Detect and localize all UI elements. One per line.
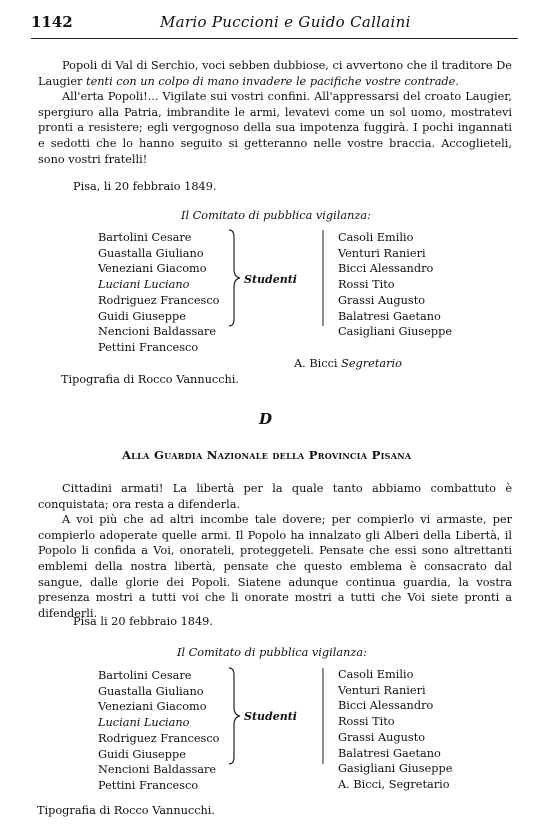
name-item: Casoli Emilio: [338, 668, 414, 681]
name-item: Guidi Giuseppe: [98, 747, 186, 761]
secretary-line-1: [294, 357, 402, 370]
proclamation-2-paragraph-1: Cittadini armati! La libertà per la quale tanto abbiamo combattuto è conquistata; ora resta a difenderla.: [38, 482, 512, 511]
name-item: Pettini Francesco: [98, 340, 199, 354]
name-item: Guastalla Giuliano: [98, 246, 204, 260]
name-item: Rodriguez Francesco: [98, 293, 220, 307]
name-item: Veneziani Giacomo: [98, 262, 207, 276]
secretary-line-2: A. Bicci, Segretario: [338, 777, 450, 791]
name-item: Grassi Augusto: [338, 293, 426, 307]
studenti-label-2: Studenti: [244, 710, 297, 723]
proclamation-1-body: [38, 58, 512, 167]
name-item: Venturi Ranieri: [338, 246, 426, 260]
name-item: Bartolini Cesare: [98, 669, 192, 682]
printer-1: Tipografia di Rocco Vannucchi.: [61, 373, 240, 386]
brace-right-2: [322, 667, 332, 765]
name-item: Luciani Luciano: [98, 278, 190, 292]
name-item: Guidi Giuseppe: [98, 309, 186, 323]
proclamation-1-paragraph-2: All'erta Popoli!... Vigilate sui vostri confini. All'appressarsi del croato Laugier, spergiuro alla Patria, imbrandite le armi, levatevi come un sol uomo, mostratevi pronti a resistere; egli vergognoso della sua impotenza fuggirà. I pochi ingannati e sedotti che lo hanno seguito si getteranno nelle vostre braccia. Accoglieteli, sono vostri fratelli!: [38, 90, 512, 166]
name-item: Pettini Francesco: [98, 778, 199, 792]
names-left-2: [98, 668, 219, 794]
name-item: Veneziani Giacomo: [98, 700, 207, 714]
printer-2: Tipografia di Rocco Vannucchi.: [37, 804, 216, 817]
page-number: 1142: [31, 13, 73, 31]
name-item: Guastalla Giuliano: [98, 684, 204, 698]
section-heading: Alla Guardia Nazionale della Provincia Pisana: [122, 448, 412, 462]
header-rule: [31, 38, 518, 39]
brace-right-1: [322, 229, 332, 327]
proclamation-2-body: [38, 481, 512, 621]
secretary-title: Segretario: [341, 357, 402, 370]
name-item: Bicci Alessandro: [338, 262, 434, 276]
name-item: Balatresi Gaetano: [338, 309, 441, 323]
name-item: Gasigliani Giuseppe: [338, 762, 453, 776]
name-item: Grassi Augusto: [338, 730, 426, 744]
name-item: Rodriguez Francesco: [98, 731, 220, 745]
name-item: Casoli Emilio: [338, 231, 414, 244]
dateline-2: Pisa li 20 febbraio 1849.: [73, 615, 213, 628]
name-item: Venturi Ranieri: [338, 683, 426, 697]
name-item: Rossi Tito: [338, 715, 395, 729]
name-item: Luciani Luciano: [98, 716, 190, 730]
running-title: Mario Puccioni e Guido Callaini: [160, 13, 411, 31]
name-item: Rossi Tito: [338, 278, 395, 292]
brace-left-1: [228, 229, 242, 327]
proclamation-1-paragraph-1: Popoli di Val di Serchio, voci sebben dubbiose, ci avvertono che il traditore De Laugier tenti con un colpo di mano invadere le pacifiche vostre contrade.: [38, 59, 512, 88]
secretary-name: A. Bicci: [294, 357, 338, 370]
name-item: Bartolini Cesare: [98, 231, 192, 244]
committee-heading-1: Il Comitato di pubblica vigilanza:: [181, 209, 371, 222]
names-right-1: [338, 230, 452, 340]
name-item: Nencioni Baldassare: [98, 763, 217, 777]
dateline-1: Pisa, li 20 febbraio 1849.: [73, 180, 217, 193]
name-item: Balatresi Gaetano: [338, 746, 441, 760]
name-item: Nencioni Baldassare: [98, 325, 217, 339]
committee-heading-2: Il Comitato di pubblica vigilanza:: [177, 646, 367, 659]
name-item: Casigliani Giuseppe: [338, 325, 453, 339]
brace-left-2: [228, 667, 242, 765]
names-right-2: [338, 667, 452, 793]
names-left-1: [98, 230, 219, 356]
proclamation-2-paragraph-2: A voi più che ad altri incombe tale dovere; per compierlo vi armaste, per compierlo adoperate quelle armi. Il Popolo ha innalzato gli Alberi della Libertà, il Popolo li confida a Voi, onorateli, proteggeteli. Pensate che essi sono altrettanti emblemi della nostra libertà, pensate che questo emblema è consacrato dal sangue, dalle glorie dei Popoli. Siatene adunque continua guardia, la vostra presenza mostri a tutti voi che li onorate mostri a tutti che Voi siete pronti a difenderli.: [38, 513, 512, 620]
name-item: Bicci Alessandro: [338, 699, 434, 713]
section-letter: D: [259, 410, 273, 428]
studenti-label-1: Studenti: [244, 273, 297, 286]
